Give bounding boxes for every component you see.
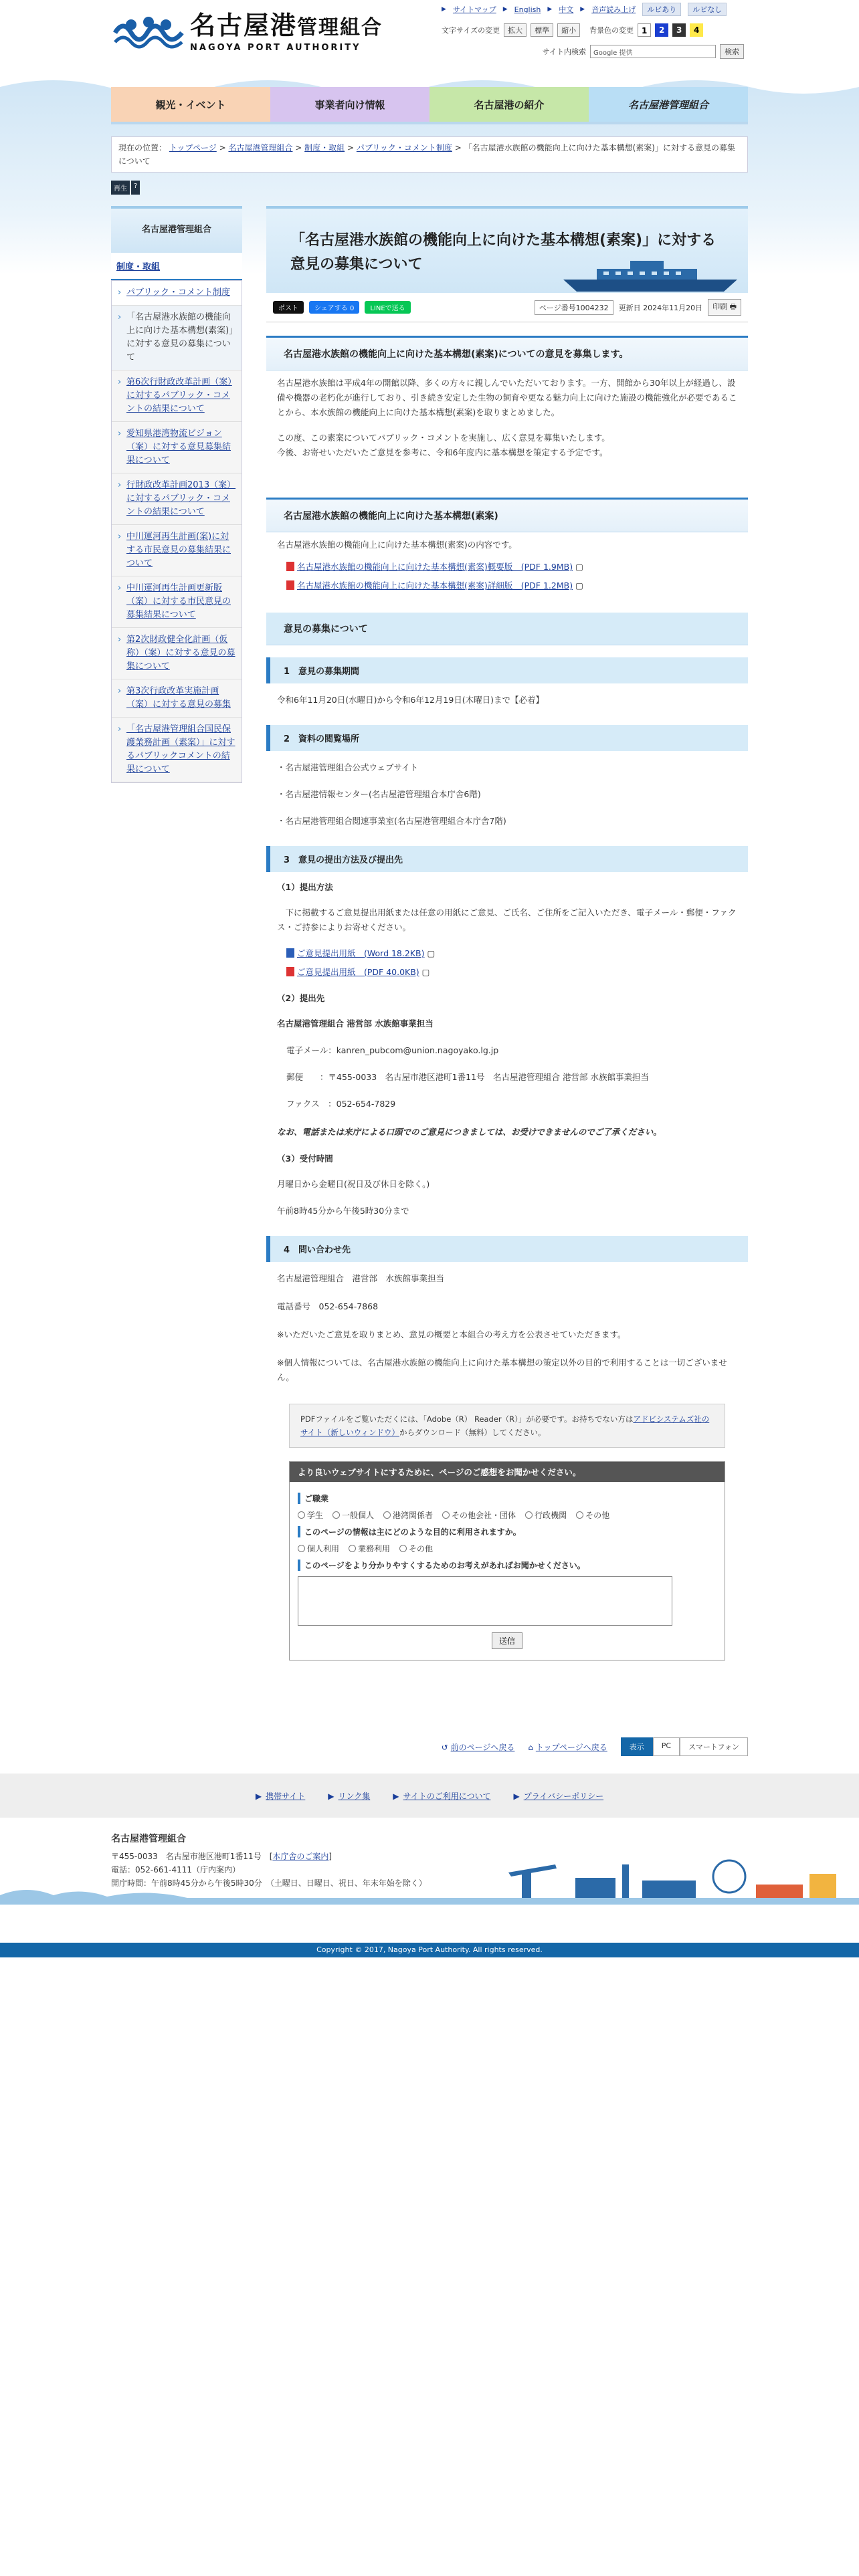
paragraph: 名古屋港水族館の機能向上に向けた基本構想(素案)の内容です。 xyxy=(277,540,517,550)
arrow-icon: ▶ xyxy=(442,6,446,13)
search-input[interactable]: Google 提供 xyxy=(590,45,716,58)
radio-option[interactable]: 港湾関係者 xyxy=(383,1509,433,1521)
radio-option[interactable]: その他 xyxy=(576,1509,609,1521)
footer-tel: 電話：052-661-4111（庁内案内） xyxy=(111,1865,241,1874)
radio-option[interactable]: 業務利用 xyxy=(349,1543,390,1554)
subsection-heading: 2 資料の閲覧場所 xyxy=(266,725,748,751)
paragraph: 月曜日から金曜日(祝日及び休日を除く。) xyxy=(277,1179,430,1189)
side-item[interactable]: 「名古屋港管理組合国民保護業務計画（素案）」に対するパブリックコメントの結果について xyxy=(126,724,235,774)
page-title-box xyxy=(266,206,748,293)
font-large-button[interactable]: 拡大 xyxy=(504,23,527,37)
ruby-on-button[interactable]: ルビあり xyxy=(642,3,681,16)
radio-option[interactable]: 個人利用 xyxy=(298,1543,339,1554)
list-item: ・名古屋港管理組合公式ウェブサイト xyxy=(277,762,419,772)
side-top-link[interactable]: 制度・取組 xyxy=(116,262,161,272)
page-title: 「名古屋港水族館の機能向上に向けた基本構想(素案)」に対する意見の募集について xyxy=(290,232,717,273)
survey-title: より良いウェブサイトにするために、ページのご感想をお聞かせください。 xyxy=(290,1462,725,1482)
paragraph: 下に掲載するご意見提出用紙または任意の用紙にご意見、ご氏名、ご住所をご記入いただき、電子メール・郵便・ファクス・ご持参によりお寄せください。 xyxy=(277,907,737,932)
sub-heading: （3）受付時間 xyxy=(277,1154,333,1164)
footer-links xyxy=(0,1774,859,1818)
pc-mode-button[interactable]: PC xyxy=(653,1737,680,1756)
bg-color-3-button[interactable]: 3 xyxy=(672,23,686,37)
paragraph: この度、この素案についてパブリック・コメントを実施し、広く意見を募集いたします。 xyxy=(277,433,610,443)
footer-address: 〒455-0033 名古屋市港区港町1番11号 [本庁舎のご案内] xyxy=(111,1852,332,1861)
utility-bar xyxy=(442,3,749,59)
print-button[interactable]: 印刷 🖶 xyxy=(708,299,741,316)
radio-option[interactable]: 行政機関 xyxy=(525,1509,567,1521)
arrow-icon: ▶ xyxy=(547,6,553,13)
arrow-icon: ▶ xyxy=(255,1791,262,1801)
footer-link-links[interactable]: リンク集 xyxy=(338,1791,371,1801)
copyright: Copyright © 2017, Nagoya Port Authority. All rights reserved. xyxy=(0,1943,859,1957)
search-button[interactable]: 検索 xyxy=(720,44,744,59)
play-button[interactable]: 再生 xyxy=(111,181,130,195)
footer-link-usage[interactable]: サイトのご利用について xyxy=(403,1791,491,1801)
logo-mark-icon xyxy=(112,13,185,51)
port-skyline-illustration-icon xyxy=(0,1858,859,1905)
pdf-form-link[interactable]: ご意見提出用紙 (PDF 40.0KB) xyxy=(297,967,419,977)
list-item: ・名古屋港管理組合閲速事業室(名古屋港管理組合本庁舎7階) xyxy=(277,816,506,826)
side-item[interactable]: 愛知県港湾物流ビジョン（案）に対する意見募集結果について xyxy=(126,429,231,465)
side-item-current: › 「名古屋港水族館の機能向上に向けた基本構想(素案)」に対する意見の募集について xyxy=(112,306,242,370)
survey-textarea[interactable] xyxy=(298,1576,672,1626)
breadcrumb: 現在の位置： トップページ > 名古屋港管理組合 > 制度・取組 > パブリック・コメント制度 > 「名古屋港水族館の機能向上に向けた基本構想(素案)」に対する意見の募集について xyxy=(111,136,748,173)
bg-color-1-button[interactable]: 1 xyxy=(638,23,651,37)
util-link-sitemap[interactable]: サイトマップ xyxy=(452,5,496,14)
util-link-english[interactable]: English xyxy=(514,5,541,14)
sub-heading: （2）提出先 xyxy=(277,993,325,1003)
font-small-button[interactable]: 縮小 xyxy=(557,23,580,37)
nav-tourism[interactable]: 観光・イベント xyxy=(111,87,270,122)
radio-option[interactable]: その他会社・団体 xyxy=(442,1509,516,1521)
side-item[interactable]: 第3次行政改革実施計画（案）に対する意見の募集 xyxy=(126,686,231,710)
font-normal-button[interactable]: 標準 xyxy=(531,23,553,37)
arrow-icon: ▶ xyxy=(328,1791,335,1801)
back-arrow-icon: ↺ xyxy=(441,1742,448,1752)
font-size-label: 文字サイズの変更 xyxy=(442,26,500,35)
external-window-icon: ▢ xyxy=(427,948,436,958)
breadcrumb-public-comment[interactable]: パブリック・コメント制度 xyxy=(356,143,452,152)
side-item[interactable]: 第6次行財政改革計画（案）に対するパブリック・コメントの結果について xyxy=(126,377,232,414)
arrow-icon: ▶ xyxy=(502,6,508,13)
main-content xyxy=(266,206,748,1660)
subsection-heading: 1 意見の募集期間 xyxy=(266,657,748,683)
pdf-icon xyxy=(286,967,294,976)
list-item: ・名古屋港情報センター(名古屋港管理組合本庁舎6階) xyxy=(277,789,481,799)
nav-business[interactable]: 事業者向け情報 xyxy=(270,87,430,122)
sub-heading: （1）提出方法 xyxy=(277,882,333,892)
top-link[interactable]: トップページへ戻る xyxy=(535,1742,607,1752)
side-item[interactable]: 中川運河再生計画(案)に対する市民意見の募集結果について xyxy=(126,532,231,568)
side-item[interactable]: 行財政改革計画2013（案）に対するパブリック・コメントの結果について xyxy=(126,480,236,517)
contact-email: 電子メール：kanren_pubcom@union.nagoyako.lg.jp xyxy=(286,1045,499,1055)
page-bottom-nav xyxy=(266,1737,748,1756)
adobe-link[interactable]: アドビシステムズ社のサイト（新しいウィンドウ） xyxy=(300,1414,710,1437)
side-item[interactable]: 中川運河再生計画更新版（案）に対する市民意見の募集結果について xyxy=(126,583,231,620)
nav-port-intro[interactable]: 名古屋港の紹介 xyxy=(430,87,589,122)
line-share-button[interactable]: LINEで送る xyxy=(365,301,410,314)
site-header xyxy=(0,0,859,74)
pdf-icon xyxy=(286,562,294,571)
word-form-link[interactable]: ご意見提出用紙 (Word 18.2KB) xyxy=(297,948,425,958)
site-name-en: NAGOYA PORT AUTHORITY xyxy=(190,43,361,53)
paragraph: 今後、お寄せいただいたご意見を参考に、令和6年度内に基本構想を策定する予定です。 xyxy=(277,447,608,457)
pdf-link-summary[interactable]: 名古屋港水族館の機能向上に向けた基本構想(素案)概要版 (PDF 1.9MB) xyxy=(297,562,573,572)
site-name: 名古屋港管理組合 xyxy=(190,11,383,40)
arrow-icon: ▶ xyxy=(393,1791,399,1801)
paragraph: 令和6年11月20日(水曜日)から令和6年12月19日(木曜日)まで【必着】 xyxy=(277,695,545,705)
page-number: ページ番号1004232 xyxy=(535,300,613,315)
breadcrumb-systems[interactable]: 制度・取組 xyxy=(304,143,345,152)
survey-question: このページの情報は主にどのような目的に利用されますか。 xyxy=(298,1526,717,1537)
util-link-chinese[interactable]: 中文 xyxy=(559,5,574,14)
util-link-voice[interactable]: 音声読み上げ xyxy=(591,5,636,14)
section-heading: 名古屋港水族館の機能向上に向けた基本構想(素案) xyxy=(266,498,748,532)
breadcrumb-authority[interactable]: 名古屋港管理組合 xyxy=(228,143,293,152)
paragraph: ※個人情報については、名古屋港水族館の機能向上に向けた基本構想の策定以外の目的で利用することは一切ございません。 xyxy=(277,1358,727,1382)
x-post-button[interactable]: ポスト xyxy=(273,301,304,314)
arrow-icon: ▶ xyxy=(580,6,585,13)
section-heading: 名古屋港水族館の機能向上に向けた基本構想(素案)についての意見を募集します。 xyxy=(266,336,748,370)
bg-color-2-button[interactable]: 2 xyxy=(655,23,668,37)
site-logo[interactable] xyxy=(112,11,383,53)
contact-fax: ファクス ：052-654-7829 xyxy=(286,1099,396,1109)
footer-hours: 開庁時間：午前8時45分から午後5時30分 （土曜日、日曜日、祝日、年末年始を除く） xyxy=(111,1879,427,1888)
side-heading: 名古屋港管理組合 xyxy=(111,206,242,253)
facebook-share-button[interactable]: シェアする 0 xyxy=(309,301,359,314)
subsection-heading: 3 意見の提出方法及び提出先 xyxy=(266,846,748,872)
section-heading: 意見の募集について xyxy=(266,613,748,645)
arrow-icon: ▶ xyxy=(513,1791,520,1801)
paragraph: ※いただいたご意見を取りまとめ、意見の概要と本組合の考え方を公表させていただきます。 xyxy=(277,1329,626,1339)
paragraph: 名古屋港水族館は平成4年の開館以降、多くの方々に親しんでいただいております。一方、開館から30年以上が経過し、設備や機器の老朽化が進行しており、引き続き安定した生物の飼育や更なる魅力向上に向けた施設の機能強化が必要であることから、本水族館の機能向上に向けた基本構想(素案)を取りまとめました。 xyxy=(277,378,737,417)
paragraph: 名古屋港管理組合 港営部 水族館事業担当 xyxy=(277,1273,445,1283)
sp-mode-button[interactable]: スマートフォン xyxy=(680,1737,748,1756)
display-mode-label: 表示 xyxy=(621,1737,653,1756)
listen-controls xyxy=(111,181,140,195)
bg-color-label: 背景色の変更 xyxy=(589,26,634,35)
footer-link-mobile[interactable]: 携帯サイト xyxy=(266,1791,306,1801)
breadcrumb-label: 現在の位置： xyxy=(118,143,167,152)
search-label: サイト内検索 xyxy=(542,47,586,56)
radio-option[interactable]: その他 xyxy=(399,1543,433,1554)
notice-text: なお、電話または来庁による口頭でのご意見につきましては、お受けできませんのでご了承ください。 xyxy=(277,1127,662,1137)
survey-question: ご職業 xyxy=(298,1493,717,1504)
subsection-heading: 4 問い合わせ先 xyxy=(266,1236,748,1262)
radio-option[interactable]: 一般個人 xyxy=(332,1509,374,1521)
contact-post: 郵便 ：〒455-0033 名古屋市港区港町1番11号 名古屋港管理組合 港営部 水族館事業担当 xyxy=(286,1072,649,1082)
external-window-icon: ▢ xyxy=(575,580,583,591)
paragraph: 電話番号 052-654-7868 xyxy=(277,1301,379,1311)
survey-submit-button[interactable]: 送信 xyxy=(492,1632,522,1649)
ship-illustration-icon xyxy=(557,259,744,293)
radio-option[interactable]: 学生 xyxy=(298,1509,323,1521)
ruby-off-button[interactable]: ルビなし xyxy=(688,3,727,16)
nav-authority[interactable]: 名古屋港管理組合 xyxy=(589,87,748,122)
contact-org: 名古屋港管理組合 港営部 水族館事業担当 xyxy=(277,1018,434,1029)
updated-date: 更新日 2024年11月20日 xyxy=(618,303,703,312)
external-window-icon: ▢ xyxy=(421,967,430,977)
help-button[interactable]: ? xyxy=(131,181,140,195)
footer-org: 名古屋港管理組合 xyxy=(111,1834,186,1844)
external-window-icon: ▢ xyxy=(575,562,583,572)
side-nav xyxy=(111,206,242,783)
share-bar xyxy=(266,293,748,322)
side-item[interactable]: パブリック・コメント制度 xyxy=(126,288,230,298)
footer-link-privacy[interactable]: プライバシーポリシー xyxy=(523,1791,604,1801)
breadcrumb-current: 「名古屋港水族館の機能向上に向けた基本構想(素案)」に対する意見の募集について xyxy=(118,143,735,166)
feedback-survey xyxy=(289,1461,725,1660)
home-icon: ⌂ xyxy=(528,1742,534,1752)
side-item[interactable]: 第2次財政健全化計画（仮称）（案）に対する意見の募集について xyxy=(126,635,235,671)
back-link[interactable]: 前のページへ戻る xyxy=(450,1742,515,1752)
breadcrumb-home[interactable]: トップページ xyxy=(169,143,217,152)
global-nav xyxy=(111,87,748,124)
paragraph: 午前8時45分から午後5時30分まで xyxy=(277,1206,409,1216)
pdf-reader-note: PDFファイルをご覧いただくには、「Adobe（R） Reader（R）」が必要です。お持ちでない方はアドビシステムズ社のサイト（新しいウィンドウ）からダウンロード（無料）してください。 xyxy=(289,1404,725,1448)
word-icon xyxy=(286,948,294,958)
pdf-link-detail[interactable]: 名古屋港水族館の機能向上に向けた基本構想(素案)詳細版 (PDF 1.2MB) xyxy=(297,580,573,591)
bg-color-4-button[interactable]: 4 xyxy=(690,23,703,37)
survey-question: このページをより分かりやすくするためのお考えがあればお聞かせください。 xyxy=(298,1560,717,1571)
pdf-icon xyxy=(286,580,294,590)
footer-map-link[interactable]: 本庁舎のご案内 xyxy=(272,1852,329,1861)
